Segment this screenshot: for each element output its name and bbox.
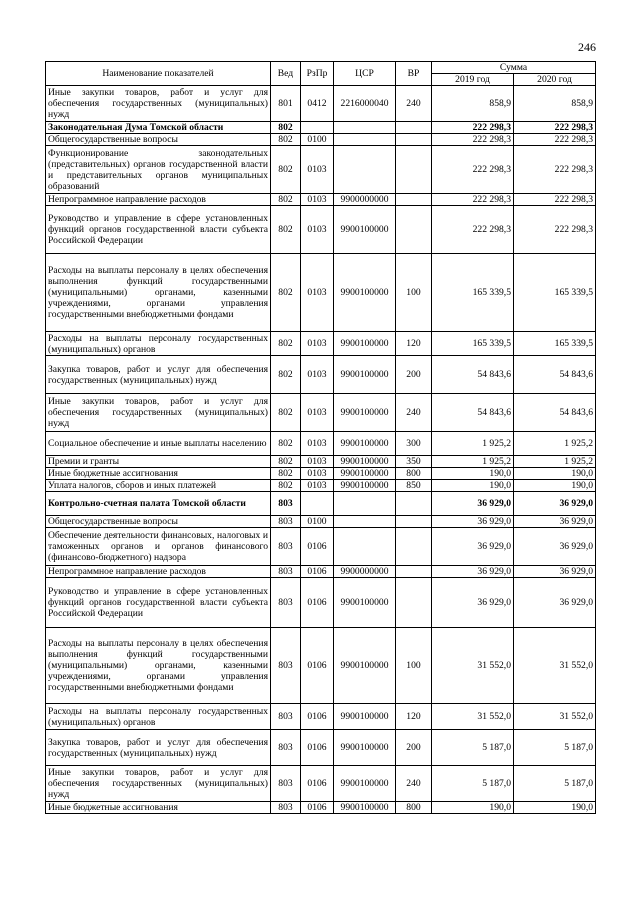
cell-sum-2019: 222 298,3: [432, 122, 514, 134]
cell-rzpr: 0103: [301, 432, 334, 456]
cell-name: Уплата налогов, сборов и иных платежей: [46, 480, 271, 492]
table-row: [46, 528, 596, 566]
cell-sum-2019: 36 929,0: [432, 566, 514, 578]
cell-ved: 803: [271, 516, 301, 528]
cell-rzpr: 0103: [301, 206, 334, 254]
cell-sum-2020: 1 925,2: [514, 432, 596, 456]
cell-sum-2019: 165 339,5: [432, 332, 514, 356]
cell-csr: 9900100000: [334, 704, 396, 730]
cell-sum-2019: 1 925,2: [432, 432, 514, 456]
cell-rzpr: 0103: [301, 254, 334, 332]
cell-ved: 802: [271, 480, 301, 492]
cell-csr: 9900100000: [334, 394, 396, 432]
cell-sum-2019: 1 925,2: [432, 456, 514, 468]
cell-ved: 802: [271, 468, 301, 480]
cell-sum-2020: 222 298,3: [514, 146, 596, 194]
table-row: [46, 432, 596, 456]
cell-sum-2020: 1 925,2: [514, 456, 596, 468]
cell-name: Закупка товаров, работ и услуг для обеспечения государственных (муниципальных) нужд: [46, 356, 271, 394]
cell-sum-2020: 190,0: [514, 480, 596, 492]
cell-sum-2019: 222 298,3: [432, 134, 514, 146]
cell-rzpr: 0106: [301, 704, 334, 730]
cell-csr: 9900100000: [334, 432, 396, 456]
header-year-2020: 2020 год: [514, 74, 596, 86]
cell-csr: [334, 146, 396, 194]
table-row: [46, 766, 596, 802]
cell-csr: 9900100000: [334, 628, 396, 704]
cell-csr: 9900100000: [334, 730, 396, 766]
cell-sum-2019: 31 552,0: [432, 628, 514, 704]
table-row: [46, 394, 596, 432]
cell-vr: [396, 206, 432, 254]
cell-name: Иные закупки товаров, работ и услуг для обеспечения государственных (муниципальных) нужд: [46, 766, 271, 802]
cell-sum-2020: 31 552,0: [514, 628, 596, 704]
cell-name: Социальное обеспечение и иные выплаты населению: [46, 432, 271, 456]
cell-sum-2019: 222 298,3: [432, 206, 514, 254]
cell-vr: [396, 516, 432, 528]
cell-name: Закупка товаров, работ и услуг для обеспечения государственных (муниципальных) нужд: [46, 730, 271, 766]
cell-csr: 2216000040: [334, 86, 396, 122]
header-ved: Вед: [271, 62, 301, 86]
cell-name: Руководство и управление в сфере установленных функций органов государственной власти субъекта Российской Федерации: [46, 206, 271, 254]
cell-csr: 9900100000: [334, 578, 396, 628]
table-row: [46, 516, 596, 528]
cell-sum-2019: 36 929,0: [432, 528, 514, 566]
cell-ved: 803: [271, 766, 301, 802]
cell-rzpr: 0106: [301, 802, 334, 814]
cell-ved: 801: [271, 86, 301, 122]
page-number: 246: [578, 40, 596, 54]
cell-ved: 803: [271, 492, 301, 516]
table-body: [46, 86, 596, 814]
cell-csr: 9900100000: [334, 332, 396, 356]
table-row: [46, 802, 596, 814]
cell-sum-2020: 54 843,6: [514, 356, 596, 394]
cell-ved: 802: [271, 146, 301, 194]
cell-rzpr: [301, 492, 334, 516]
cell-vr: 240: [396, 766, 432, 802]
cell-name: Законодательная Дума Томской области: [46, 122, 271, 134]
cell-sum-2020: 5 187,0: [514, 730, 596, 766]
cell-rzpr: 0103: [301, 394, 334, 432]
cell-rzpr: 0106: [301, 528, 334, 566]
cell-sum-2020: 36 929,0: [514, 566, 596, 578]
cell-csr: 9900100000: [334, 356, 396, 394]
table-row: [46, 146, 596, 194]
table-row: [46, 456, 596, 468]
cell-ved: 803: [271, 628, 301, 704]
table-row: [46, 704, 596, 730]
budget-table: [45, 61, 596, 814]
cell-rzpr: 0103: [301, 194, 334, 206]
cell-sum-2020: 190,0: [514, 802, 596, 814]
cell-name: Иные закупки товаров, работ и услуг для обеспечения государственных (муниципальных) нужд: [46, 394, 271, 432]
cell-csr: 9900100000: [334, 480, 396, 492]
cell-vr: 300: [396, 432, 432, 456]
cell-sum-2020: 222 298,3: [514, 206, 596, 254]
table-row: [46, 628, 596, 704]
cell-ved: 802: [271, 394, 301, 432]
table-row: [46, 730, 596, 766]
table-row: [46, 356, 596, 394]
cell-csr: 9900100000: [334, 206, 396, 254]
cell-rzpr: 0103: [301, 456, 334, 468]
cell-vr: [396, 134, 432, 146]
cell-rzpr: 0106: [301, 566, 334, 578]
table-row: [46, 134, 596, 146]
cell-sum-2019: 54 843,6: [432, 394, 514, 432]
cell-csr: [334, 516, 396, 528]
cell-csr: [334, 492, 396, 516]
cell-vr: 350: [396, 456, 432, 468]
table-row: [46, 194, 596, 206]
cell-name: Общегосударственные вопросы: [46, 516, 271, 528]
cell-csr: 9900100000: [334, 456, 396, 468]
cell-name: Расходы на выплаты персоналу государственных (муниципальных) органов: [46, 704, 271, 730]
table-row: [46, 332, 596, 356]
cell-csr: 9900000000: [334, 194, 396, 206]
cell-name: Непрограммное направление расходов: [46, 194, 271, 206]
table-row: [46, 468, 596, 480]
cell-name: Руководство и управление в сфере установленных функций органов государственной власти субъекта Российской Федерации: [46, 578, 271, 628]
cell-rzpr: 0103: [301, 332, 334, 356]
table-row: [46, 480, 596, 492]
cell-name: Расходы на выплаты персоналу в целях обеспечения выполнения функций государственными (муниципальными) органами, казенными учреждениями, органами управления государственными внебюджетными фондами: [46, 628, 271, 704]
table-row: [46, 254, 596, 332]
cell-sum-2019: 190,0: [432, 802, 514, 814]
cell-vr: [396, 146, 432, 194]
cell-name: Расходы на выплаты персоналу государственных (муниципальных) органов: [46, 332, 271, 356]
cell-sum-2020: 5 187,0: [514, 766, 596, 802]
cell-vr: [396, 578, 432, 628]
cell-ved: 803: [271, 802, 301, 814]
cell-sum-2020: 31 552,0: [514, 704, 596, 730]
cell-vr: [396, 122, 432, 134]
cell-rzpr: 0103: [301, 146, 334, 194]
cell-sum-2019: 36 929,0: [432, 492, 514, 516]
table-row: [46, 492, 596, 516]
cell-name: Непрограммное направление расходов: [46, 566, 271, 578]
cell-name: Иные закупки товаров, работ и услуг для обеспечения государственных (муниципальных) нужд: [46, 86, 271, 122]
cell-ved: 802: [271, 122, 301, 134]
cell-ved: 803: [271, 578, 301, 628]
header-csr: ЦСР: [334, 62, 396, 86]
cell-ved: 802: [271, 332, 301, 356]
cell-sum-2019: 222 298,3: [432, 194, 514, 206]
cell-rzpr: 0106: [301, 578, 334, 628]
cell-csr: [334, 528, 396, 566]
cell-vr: [396, 194, 432, 206]
cell-sum-2019: 31 552,0: [432, 704, 514, 730]
table-row: [46, 122, 596, 134]
cell-csr: 9900100000: [334, 766, 396, 802]
header-year-2019: 2019 год: [432, 74, 514, 86]
cell-vr: [396, 528, 432, 566]
table-row: [46, 206, 596, 254]
cell-sum-2020: 858,9: [514, 86, 596, 122]
cell-sum-2020: 165 339,5: [514, 332, 596, 356]
cell-vr: 850: [396, 480, 432, 492]
cell-csr: 9900000000: [334, 566, 396, 578]
table-header: [46, 62, 596, 86]
cell-vr: 200: [396, 730, 432, 766]
cell-sum-2020: 54 843,6: [514, 394, 596, 432]
cell-vr: 800: [396, 802, 432, 814]
cell-name: Функционирование законодательных (представительных) органов государственной власти и представительных органов муниципальных образований: [46, 146, 271, 194]
cell-sum-2019: 190,0: [432, 468, 514, 480]
cell-ved: 803: [271, 730, 301, 766]
cell-sum-2020: 36 929,0: [514, 492, 596, 516]
cell-rzpr: 0100: [301, 134, 334, 146]
table-row: [46, 578, 596, 628]
cell-csr: 9900100000: [334, 802, 396, 814]
cell-ved: 802: [271, 134, 301, 146]
cell-rzpr: [301, 122, 334, 134]
header-vr: ВР: [396, 62, 432, 86]
cell-rzpr: 0103: [301, 480, 334, 492]
cell-vr: 200: [396, 356, 432, 394]
header-name: Наименование показателей: [46, 62, 271, 86]
cell-ved: 803: [271, 704, 301, 730]
cell-sum-2020: 222 298,3: [514, 134, 596, 146]
cell-ved: 802: [271, 356, 301, 394]
cell-name: Премии и гранты: [46, 456, 271, 468]
cell-sum-2020: 36 929,0: [514, 528, 596, 566]
table-row: [46, 86, 596, 122]
cell-ved: 803: [271, 566, 301, 578]
cell-name: Контрольно-счетная палата Томской области: [46, 492, 271, 516]
cell-csr: [334, 134, 396, 146]
cell-sum-2019: 190,0: [432, 480, 514, 492]
cell-vr: 240: [396, 86, 432, 122]
cell-ved: 803: [271, 528, 301, 566]
cell-sum-2020: 190,0: [514, 468, 596, 480]
cell-name: Обеспечение деятельности финансовых, налоговых и таможенных органов и органов финансового (финансово-бюджетного) надзора: [46, 528, 271, 566]
cell-sum-2020: 165 339,5: [514, 254, 596, 332]
cell-sum-2019: 54 843,6: [432, 356, 514, 394]
cell-sum-2020: 222 298,3: [514, 194, 596, 206]
header-rzpr: РзПр: [301, 62, 334, 86]
cell-sum-2019: 36 929,0: [432, 516, 514, 528]
cell-vr: [396, 566, 432, 578]
cell-sum-2020: 36 929,0: [514, 578, 596, 628]
cell-sum-2019: 165 339,5: [432, 254, 514, 332]
cell-ved: 802: [271, 432, 301, 456]
cell-vr: 240: [396, 394, 432, 432]
cell-vr: [396, 492, 432, 516]
cell-csr: 9900100000: [334, 468, 396, 480]
cell-ved: 802: [271, 206, 301, 254]
cell-sum-2020: 36 929,0: [514, 516, 596, 528]
cell-name: Общегосударственные вопросы: [46, 134, 271, 146]
cell-ved: 802: [271, 254, 301, 332]
cell-name: Иные бюджетные ассигнования: [46, 468, 271, 480]
cell-sum-2019: 5 187,0: [432, 766, 514, 802]
cell-rzpr: 0106: [301, 628, 334, 704]
cell-csr: 9900100000: [334, 254, 396, 332]
cell-sum-2019: 858,9: [432, 86, 514, 122]
cell-sum-2019: 36 929,0: [432, 578, 514, 628]
cell-vr: 800: [396, 468, 432, 480]
cell-rzpr: 0103: [301, 468, 334, 480]
cell-name: Иные бюджетные ассигнования: [46, 802, 271, 814]
cell-vr: 100: [396, 254, 432, 332]
cell-vr: 120: [396, 332, 432, 356]
cell-rzpr: 0106: [301, 730, 334, 766]
cell-sum-2019: 222 298,3: [432, 146, 514, 194]
cell-sum-2020: 222 298,3: [514, 122, 596, 134]
cell-sum-2019: 5 187,0: [432, 730, 514, 766]
cell-rzpr: 0106: [301, 766, 334, 802]
cell-csr: [334, 122, 396, 134]
cell-rzpr: 0100: [301, 516, 334, 528]
cell-name: Расходы на выплаты персоналу в целях обеспечения выполнения функций государственными (муниципальными) органами, казенными учреждениями, органами управления государственными внебюджетными фондами: [46, 254, 271, 332]
cell-ved: 802: [271, 194, 301, 206]
cell-vr: 120: [396, 704, 432, 730]
cell-rzpr: 0103: [301, 356, 334, 394]
cell-ved: 802: [271, 456, 301, 468]
cell-rzpr: 0412: [301, 86, 334, 122]
cell-vr: 100: [396, 628, 432, 704]
table-row: [46, 566, 596, 578]
header-sum: Сумма: [432, 62, 596, 74]
